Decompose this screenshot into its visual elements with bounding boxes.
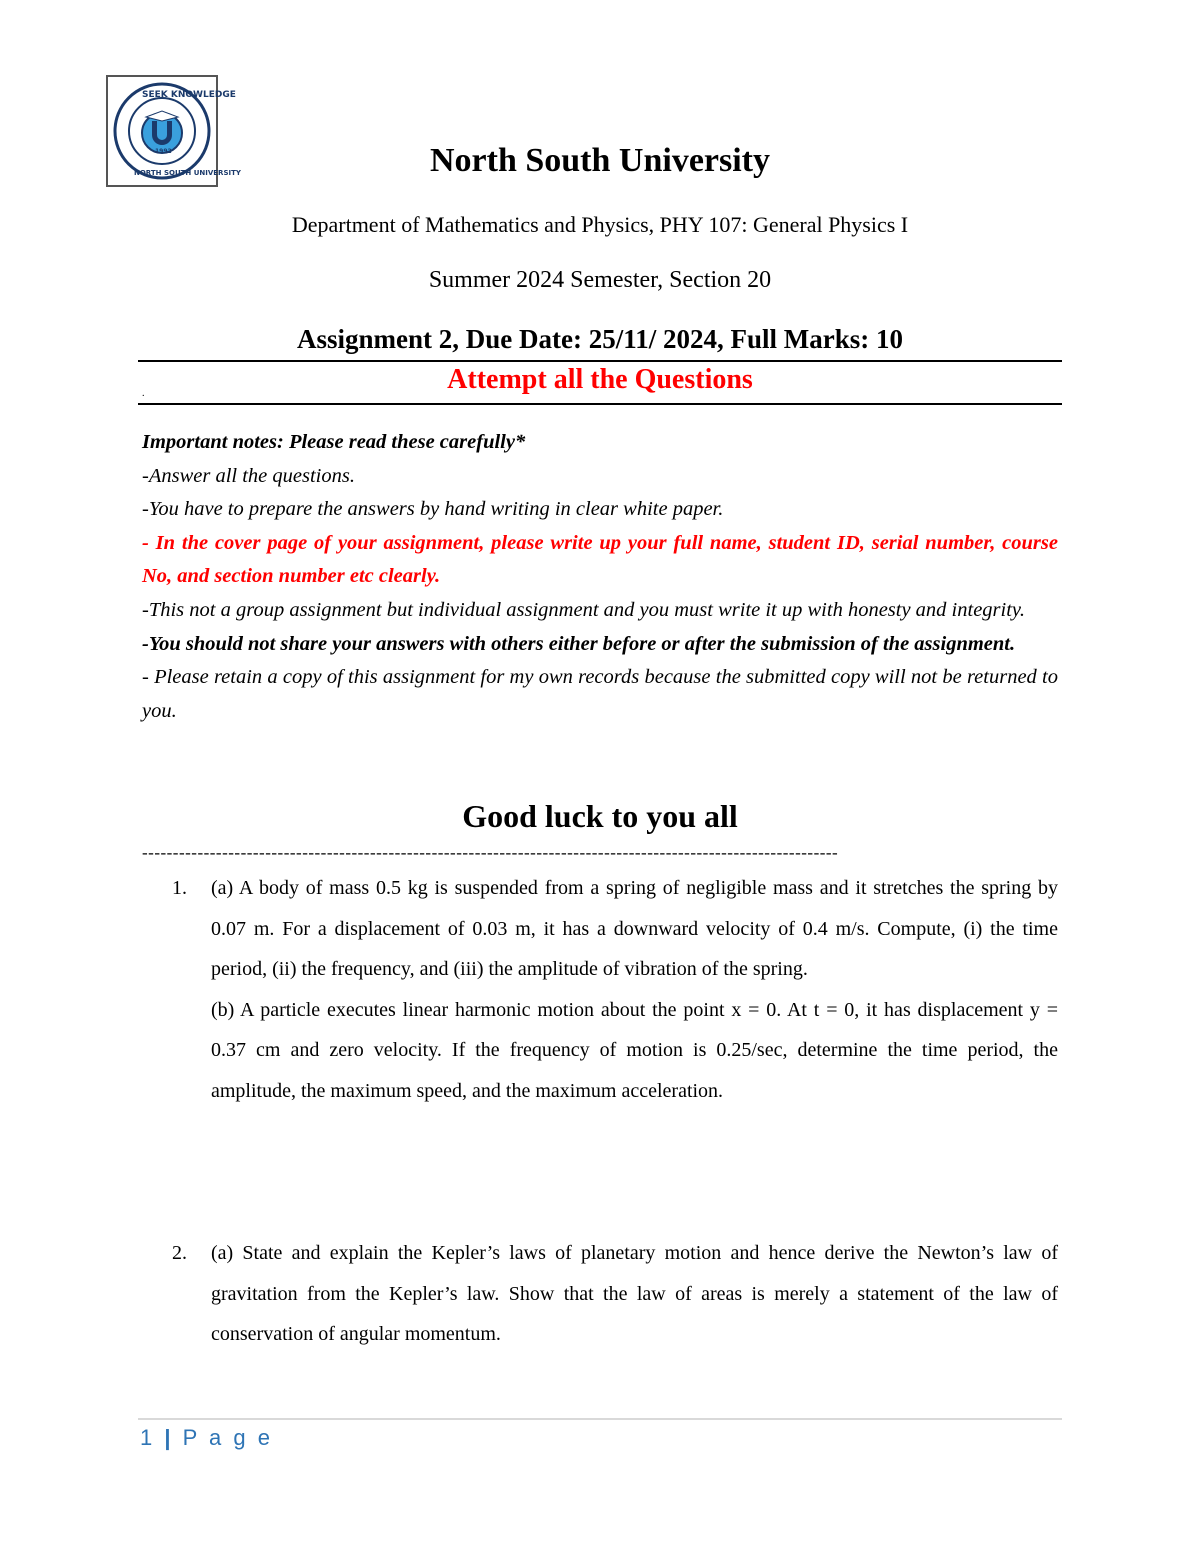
assignment-heading: Assignment 2, Due Date: 25/11/ 2024, Full Marks: 10 — [297, 324, 903, 354]
top-rule — [138, 360, 1062, 362]
question-number: 1. — [172, 877, 187, 899]
university-title: North South University — [429, 142, 771, 179]
question-2 — [138, 1233, 1058, 1355]
footer-separator: | — [164, 1425, 174, 1450]
page-number: 1 — [140, 1425, 156, 1450]
good-luck-heading: Good luck to you all — [462, 798, 738, 834]
page-label: P a g e — [182, 1425, 273, 1450]
notes-heading: Important notes: Please read these carefully* — [142, 431, 526, 453]
logo-text-top: SEEK KNOWLEDGE — [142, 90, 236, 100]
note-item: -Answer all the questions. — [142, 464, 355, 487]
question-number: 2. — [172, 1242, 187, 1264]
footer-rule — [138, 1418, 1062, 1420]
attempt-heading: Attempt all the Questions — [447, 364, 753, 395]
semester-line: Summer 2024 Semester, Section 20 — [428, 267, 772, 293]
question-part-b: (b) A particle executes linear harmonic motion about the point x = 0. At t = 0, it has displacement y = 0.37 cm and zero velocity. If the frequency of motion is 0.25/sec, determine the time period, the amplitude, the maximum speed, and the maximum acceleration. — [211, 998, 1058, 1102]
dashed-separator: ----------------------------------------------------------------------------------------------------------------- — [142, 843, 839, 862]
bottom-rule — [138, 403, 1062, 405]
logo-year: 1992 — [155, 148, 172, 155]
important-notes — [142, 426, 1058, 728]
department-line: Department of Mathematics and Physics, PHY 107: General Physics I — [291, 212, 909, 237]
note-item: -This not a group assignment but individual assignment and you must write it up with honesty and integrity. — [142, 598, 1026, 621]
stray-dot: . — [142, 388, 145, 399]
question-1 — [138, 868, 1058, 1111]
question-part-a: (a) A body of mass 0.5 kg is suspended from a spring of negligible mass and it stretches the spring by 0.07 m. For a displacement of 0.03 m, it has a downward velocity of 0.4 m/s. Compute, (i) the time period, (ii) the frequency, and (iii) the amplitude of vibration of the spring. — [211, 877, 1058, 980]
question-part-a: (a) State and explain the Kepler’s laws of planetary motion and hence derive the Newton’s law of gravitation from the Kepler’s law. Show that the law of areas is merely a statement of the law of conservation of angular momentum. — [211, 1242, 1058, 1345]
logo-text-bottom: NORTH SOUTH UNIVERSITY — [134, 169, 241, 177]
page-footer — [140, 1425, 273, 1451]
note-item: - Please retain a copy of this assignment for my own records because the submitted copy will not be returned to you. — [142, 666, 1058, 722]
note-item: -You have to prepare the answers by hand writing in clear white paper. — [142, 498, 724, 521]
note-item-highlight: - In the cover page of your assignment, please write up your full name, student ID, serial number, course No, and section number etc clearly. — [142, 531, 1058, 588]
note-item-bold: -You should not share your answers with others either before or after the submission of the assignment. — [142, 632, 1016, 655]
